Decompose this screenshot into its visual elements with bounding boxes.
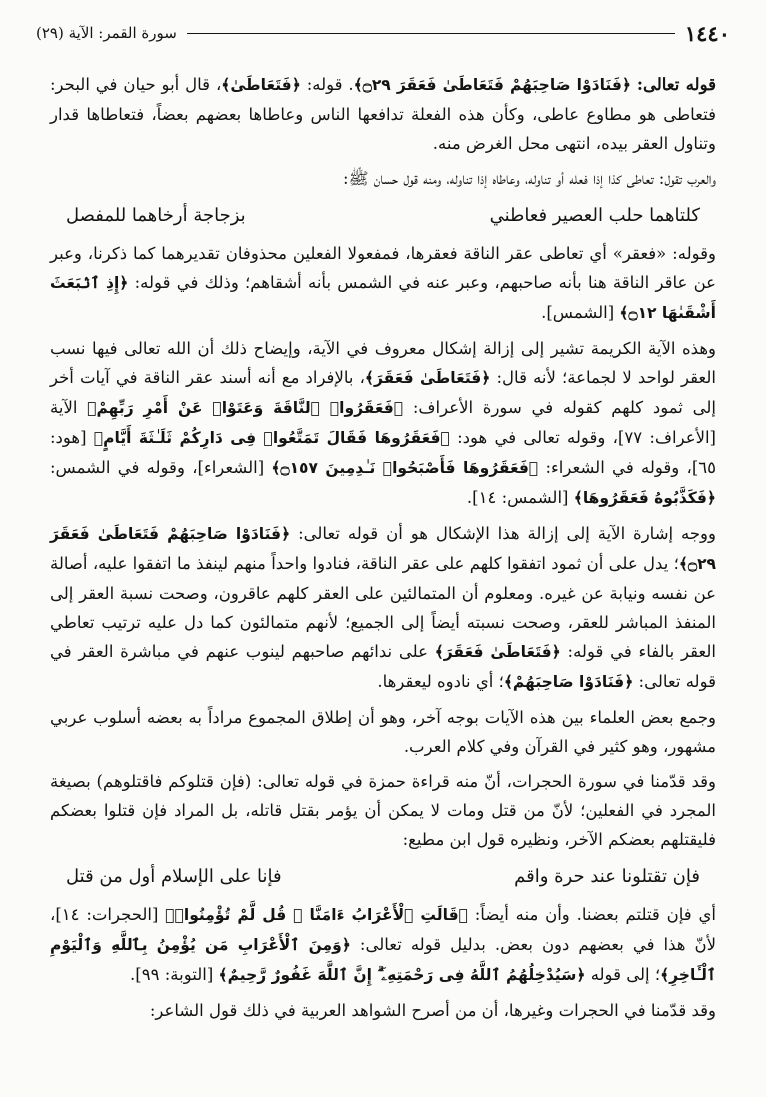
quran-quote: ﴿قَالَتِ ٱلْأَعْرَابُ ءَامَنَّا ۖ قُل لَّمْ تُؤْمِنُوا۟﴾ (165, 906, 468, 924)
lead-phrase: قوله تعالى: (636, 75, 716, 94)
page-header (36, 18, 730, 48)
quran-quote: ﴿إِذِ ٱنۢبَعَثَ أَشْقَىٰهَا ۝١٢﴾ (50, 274, 716, 322)
text-span: ، قال أبو حيان في البحر: فتعاطى هو مطاوع عاطى، وكأن هذه الفعلة تدافعها الناس وعاطاها بعضهم بعضاً، فتعاطاها قدار وتناول العقر بيده، انتهى محل الغرض منه. (50, 75, 716, 153)
poetry-verse-1 (50, 199, 716, 239)
verse-first-hemistich: كلتاهما حلب العصير فعاطني (489, 205, 700, 226)
quran-quote: ﴿فَكَذَّبُوهُ فَعَقَرُوهَا﴾ (573, 489, 716, 507)
text-span: وقوله: «فعقر» أي تعاطى عقر الناقة فعقرها، فمفعولا الفعلين محذوفان تقديرهما كما ذكرنا، وعبر عن عاقر الناقة هنا بأنه صاحبهم، وعبر عنه في الشمس بأنه أشقاهم؛ وذلك في قوله: (50, 244, 716, 292)
paragraph-7 (50, 767, 716, 854)
citation: [الشعراء]، وقوله في الشمس: (50, 458, 265, 477)
text-span: ؛ إلى قوله (590, 965, 661, 984)
quran-quote: ﴿فَنَادَوْا صَاحِبَهُمْ فَتَعَاطَىٰ فَعَقَرَ ۝٢٩﴾ (50, 525, 716, 573)
text-span: أي فإن قتلتم بعضنا. وأن منه أيضاً: (474, 905, 716, 924)
paragraph-2 (50, 164, 716, 193)
citation: [الشمس]. (541, 303, 615, 322)
quran-quote: ﴿فَعَقَرُوهَا فَأَصْبَحُوا۟ نَـٰدِمِينَ ۝١٥٧﴾ (271, 459, 539, 477)
text-span: وجمع بعض العلماء بين هذه الآيات بوجه آخر، وهو أن إطلاق المجموع مراداً به بعضه أسلوب عربي مشهور، وهو كثير في القرآن وفي كلام العرب. (50, 708, 716, 756)
paragraph-4 (50, 334, 716, 513)
text-span: والعرب تقول: تعاطى كذا إذا فعله أو تناوله، وعاطاه إذا تناوله، ومنه قول حسان ﷺ: (343, 169, 716, 188)
text-span: على ندائهم صاحبهم لينوب عنهم في مباشرة العقر في قوله تعالى: (50, 642, 716, 691)
quran-quote: ﴿فَتَعَاطَىٰ فَعَقَرَ﴾ (364, 369, 491, 387)
citation: [الحجرات: ١٤]، لأنّ هذا في بعضهم دون بعض. بدليل قوله تعالى: (50, 905, 716, 954)
paragraph-6 (50, 703, 716, 761)
paragraph-8 (50, 900, 716, 990)
text-span: ؛ أي نادوه ليعقرها. (377, 672, 504, 691)
text-span: ؛ يدل على أن ثمود اتفقوا كلهم على عقر الناقة، فنادوا واحداً منهم لينفذ ما اتفقوا عليه، أصالة عن نفسه ونيابة عن غيره. ومعلوم أن المتمالئين على العقر كلهم عاقرون، وصحت نسبة العقر إلى المنفذ المباشر للعقر، وصحت نسبته أيضاً إلى الجميع؛ لأنهم متمالئون كما دل عليه ترتيب تعاطي العقر بالفاء في قوله: (50, 554, 717, 661)
text-span: . قوله: (306, 75, 354, 94)
quran-quote: ﴿وَمِنَ ٱلْأَعْرَابِ مَن يُؤْمِنُ بِٱللَّهِ وَٱلْيَوْمِ ٱلْـَٔاخِرِ﴾ (50, 936, 716, 984)
paragraph-1 (50, 70, 716, 158)
quran-quote: ﴿سَيُدْخِلُهُمُ ٱللَّهُ فِى رَحْمَتِهِۦٓ ۗ إِنَّ ٱللَّهَ غَفُورٌ رَّحِيمٌ﴾ (218, 966, 586, 984)
text-span: وقد قدّمنا في الحجرات وغيرها، أن من أصرح الشواهد العربية في ذلك قول الشاعر: (149, 1001, 716, 1020)
citation: الآية [الأعراف: ٧٧]، وقوله تعالى في هود: (50, 398, 716, 447)
text-span: وقد قدّمنا في سورة الحجرات، أنّ منه قراءة حمزة في قوله تعالى: (فإن قتلوكم فاقتلوهم) بصيغة المجرد في الفعلين؛ لأنّ من قتل ومات لا يمكن أن يؤمر بقتل قاتله، بل المراد فإن قتلوا بعضكم فليقتلهم بعضكم الآخر، ونظيره قول ابن مطيع: (50, 772, 716, 849)
quran-quote: ﴿فَتَعَاطَىٰ﴾ (221, 76, 301, 94)
page-number: ١٤٤٠ (684, 20, 730, 46)
paragraph-3 (50, 239, 716, 328)
quran-quote: ﴿فَنَادَوْا صَاحِبَهُمْ﴾ (503, 673, 634, 691)
text-span: ، بالإفراد مع أنه أسند عقر الناقة في آيات أخر إلى ثمود كلهم كقوله في سورة الأعراف: (50, 368, 716, 417)
verse-second-hemistich: فإنا على الإسلام أول من قتل (66, 866, 282, 887)
citation: [التوبة: ٩٩]. (130, 965, 214, 984)
quran-quote: ﴿فَتَعَاطَىٰ فَعَقَرَ﴾ (434, 643, 561, 661)
header-rule (187, 33, 675, 34)
page-body (50, 70, 716, 1031)
verse-second-hemistich: بزجاجة أرخاهما للمفصل (66, 205, 246, 226)
quran-quote: ﴿فَنَادَوْا صَاحِبَهُمْ فَتَعَاطَىٰ فَعَقَرَ ۝٢٩﴾ (353, 76, 631, 94)
paragraph-5 (50, 519, 716, 697)
verse-first-hemistich: فإن تقتلونا عند حرة واقم (514, 866, 700, 887)
poetry-verse-2 (50, 860, 716, 900)
quran-quote: ﴿فَعَقَرُوهَا فَقَالَ تَمَتَّعُوا۟ فِى دَارِكُمْ ثَلَـٰثَةَ أَيَّامٍ﴾ (93, 429, 450, 447)
citation: [هود: ٦٥]، وقوله في الشعراء: (50, 428, 717, 477)
text-span: وهذه الآية الكريمة تشير إلى إزالة إشكال معروف في الآية، وإيضاح ذلك أن الله تعالى فيها نسب العقر لواحد لا لجماعة؛ لأنه قال: (50, 339, 716, 387)
paragraph-9 (50, 996, 716, 1025)
running-title: سورة القمر: الآية (٢٩) (36, 24, 177, 42)
text-span: ووجه إشارة الآية إلى إزالة هذا الإشكال هو أن قوله تعالى: (298, 524, 716, 543)
quran-quote: ﴿فَعَقَرُوا۟ ٱلنَّاقَةَ وَعَتَوْا۟ عَنْ أَمْرِ رَبِّهِمْ﴾ (87, 399, 404, 417)
citation: [الشمس: ١٤]. (466, 488, 569, 507)
